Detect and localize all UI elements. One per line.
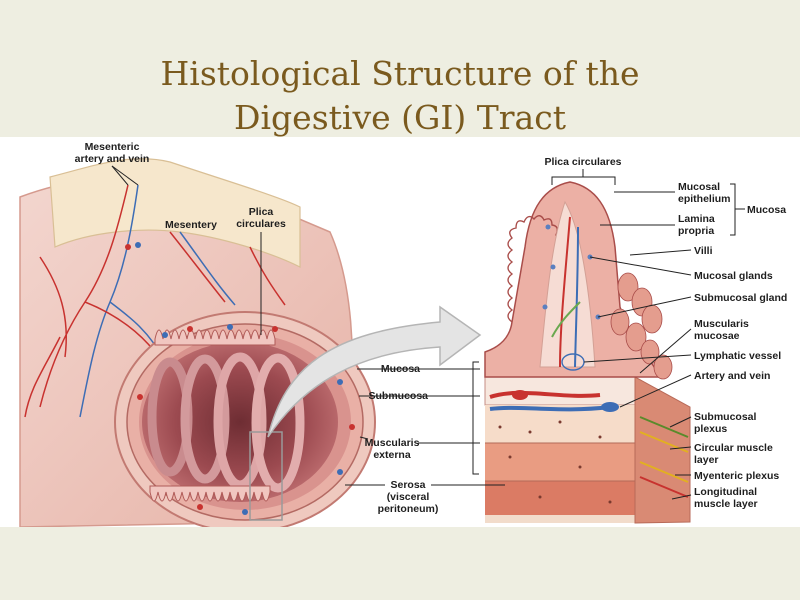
label-mesentery: Mesentery — [165, 219, 217, 231]
label-submucosal-plexus-line1: Submucosal — [694, 411, 757, 423]
label-mucosa-group: Mucosa — [747, 204, 787, 216]
label-submucosal-gland: Submucosal gland — [694, 292, 788, 304]
label-mucosal-epithelium-line2: epithelium — [678, 193, 731, 205]
wall-section-block — [473, 169, 690, 523]
label-muscularis-mucosae-line1: Muscularis — [694, 318, 749, 330]
label-mucosal-glands: Mucosal glands — [694, 270, 773, 282]
label-mesenteric-line2: artery and vein — [74, 153, 150, 165]
intestine-segment — [20, 159, 375, 527]
label-lymphatic-vessel: Lymphatic vessel — [694, 350, 782, 362]
label-serosa-line2: (visceral — [386, 491, 430, 503]
label-lamina-propria-line1: Lamina — [678, 213, 715, 225]
label-serosa-line1: Serosa — [390, 479, 426, 491]
label-mesenteric-line1: Mesenteric — [84, 141, 140, 153]
label-myenteric-plexus: Myenteric plexus — [694, 470, 780, 482]
label-plica-circulares: Plica circulares — [544, 156, 622, 168]
gi-tract-figure — [0, 137, 800, 527]
label-artery-and-vein: Artery and vein — [694, 370, 771, 382]
label-longitudinal-muscle-line2: muscle layer — [694, 498, 758, 510]
label-longitudinal-muscle-line1: Longitudinal — [694, 486, 757, 498]
label-plica-line1: Plica — [248, 206, 274, 218]
label-submucosal-plexus-line2: plexus — [694, 423, 728, 435]
label-mucosal-epithelium-line1: Mucosal — [678, 181, 721, 193]
label-circular-muscle-line2: layer — [694, 454, 719, 466]
label-muscularis-line2: externa — [373, 449, 411, 461]
gi-tract-illustration — [0, 137, 800, 527]
label-plica-line2: circulares — [236, 218, 286, 230]
label-muscularis-mucosae-line2: mucosae — [694, 330, 740, 342]
label-submucosa: Submucosa — [368, 390, 428, 402]
label-serosa-line3: peritoneum) — [377, 503, 439, 515]
label-lamina-propria-line2: propria — [678, 225, 715, 237]
label-mucosa: Mucosa — [380, 363, 420, 375]
slide-title — [0, 52, 800, 140]
label-circular-muscle-line1: Circular muscle — [694, 442, 773, 454]
label-villi: Villi — [694, 245, 713, 257]
label-muscularis-line1: Muscularis — [364, 437, 420, 449]
title-line-1: Histological Structure of the — [160, 54, 640, 93]
title-line-2: Digestive (GI) Tract — [234, 98, 566, 137]
